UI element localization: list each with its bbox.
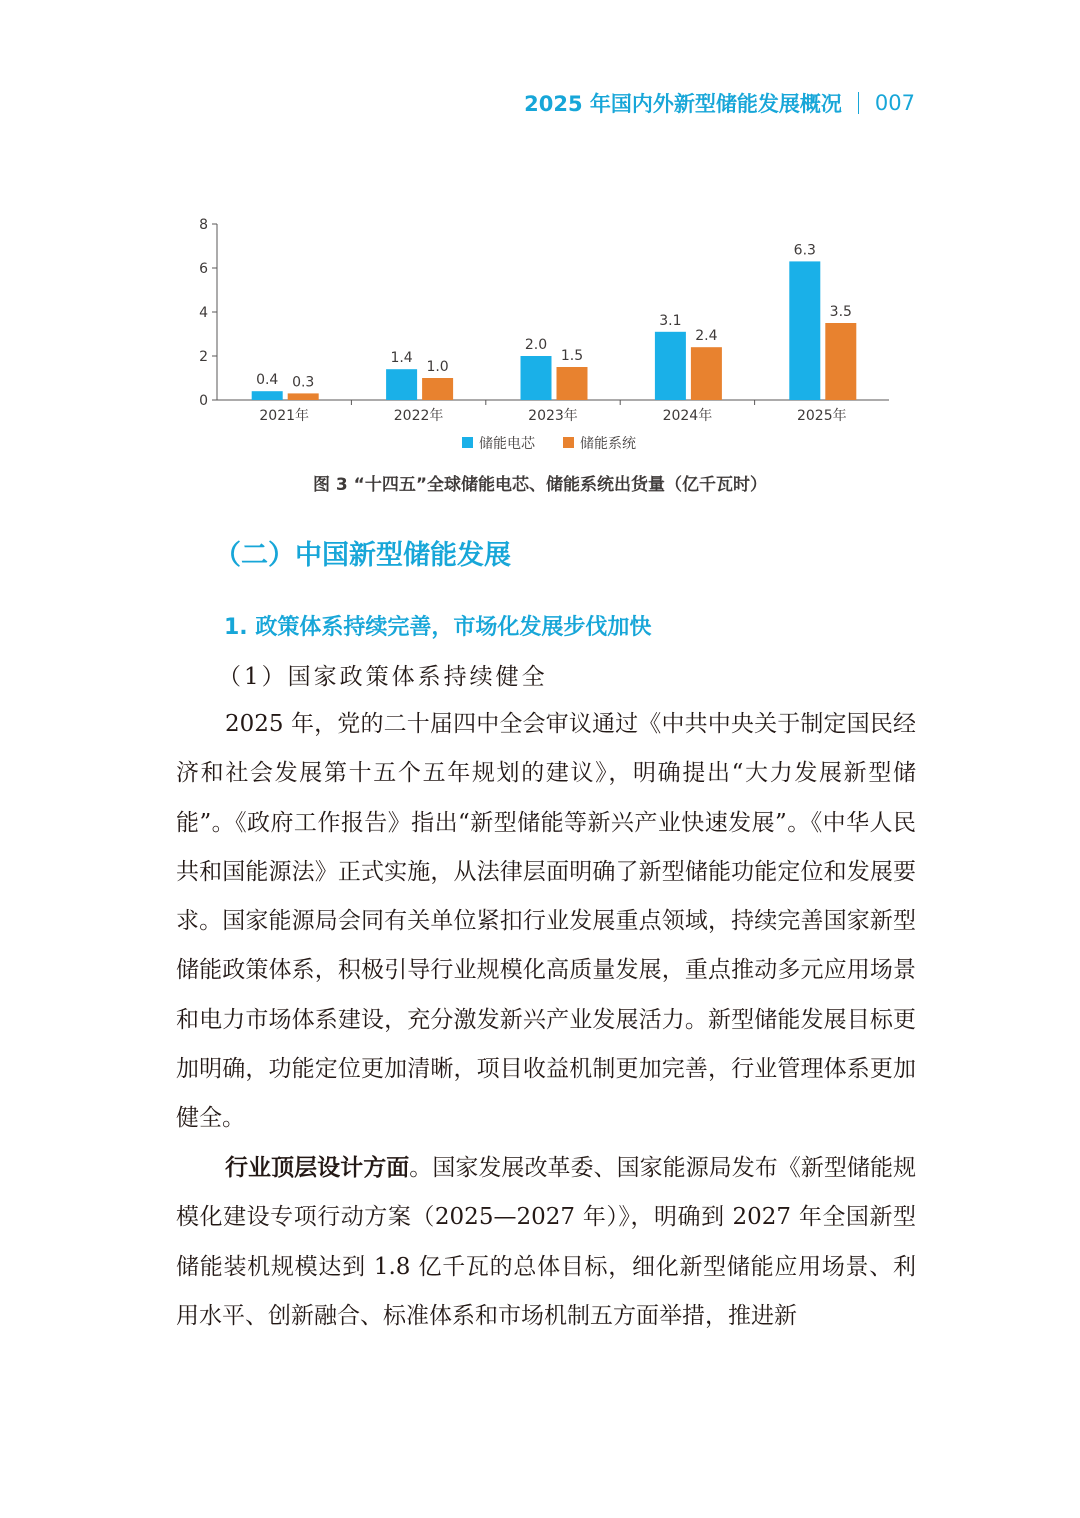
x-tick-label: 2021年 [259,408,310,424]
figure-caption: 图 3 “十四五”全球储能电芯、储能系统出货量（亿千瓦时） [312,475,767,495]
bar-data-label: 0.4 [256,372,279,389]
bar-data-label: 3.1 [659,312,682,329]
paragraph-lead-bold: 行业顶层设计方面 [225,1155,410,1181]
chart-bars [252,242,857,400]
bar-data-label: 2.4 [695,328,718,345]
legend-swatch [462,437,473,448]
bar-cell [655,332,686,400]
legend-swatch [563,437,574,448]
subsection-title: 1. 政策体系持续完善，市场化发展步伐加快 [224,615,652,640]
bar-system [691,347,722,400]
bar-cell [789,261,820,400]
bar-data-label: 1.4 [390,350,413,367]
legend-label: 储能系统 [580,436,636,452]
page-number: 007 [874,91,915,115]
y-tick-label: 0 [199,393,208,409]
bar-system [422,378,453,400]
x-tick-label: 2025年 [796,408,847,424]
bar-data-label: 2.0 [524,337,548,353]
shipment-bar-chart [0,0,1080,470]
x-tick-label: 2023年 [528,408,578,424]
bar-cell [521,356,552,400]
subsubsection-title: （1）国家政策体系持续健全 [218,664,548,690]
x-tick-label: 2022年 [393,408,444,424]
y-tick-label: 2 [199,349,208,365]
legend-label: 储能电芯 [479,436,535,452]
bar-system [288,393,319,400]
bar-system [825,323,856,400]
bar-data-label: 3.5 [829,304,852,320]
header-title: 2025 年国内外新型储能发展概况 [524,92,842,116]
chart-legend [462,435,636,452]
paragraph-policy-overview: 2025 年，党的二十届四中全会审议通过《中共中央关于制定国民经济和社会发展第十五个五年规划的建议》，明确提出“大力发展新型储能”。《政府工作报告》指出“新型储能等新兴产业快速发展”。《中华人民共和国能源法》正式实施，从法律层面明确了新型储能功能定位和发展要求。国家能源局会同有关单位紧扣行业发展重点领域，持续完善国家新型储能政策体系，积极引导行业规模化高质量发展，重点推动多元应用场景和电力市场体系建设，充分激发新兴产业发展活力。新型储能发展目标更加明确，功能定位更加清晰，项目收益机制更加完善，行业管理体系更加健全。 [176,711,916,1132]
bar-data-label: 6.3 [793,242,816,259]
bar-cell [386,369,417,400]
bar-data-label: 0.3 [292,374,315,391]
x-tick-label: 2024年 [662,408,713,424]
y-tick-label: 4 [199,305,208,321]
bar-system [557,367,588,400]
bar-data-label: 1.0 [426,359,449,375]
paragraph-body: 。国家发展改革委、国家能源局发布《新型储能规模化建设专项行动方案（2025—2027 年）》，明确到 2027 年全国新型储能装机规模达到 1.8 亿千瓦的总体目标，细化新型储能应用场景、利用水平、创新融合、标准体系和市场机制五方面举措，推进新 [176,1155,917,1329]
bar-cell [252,391,283,400]
bar-data-label: 1.5 [560,348,584,364]
y-tick-label: 6 [199,261,208,277]
y-tick-label: 8 [199,217,208,233]
section-title: （二）中国新型储能发展 [214,540,511,571]
paragraph-top-level-design [176,1144,916,1341]
